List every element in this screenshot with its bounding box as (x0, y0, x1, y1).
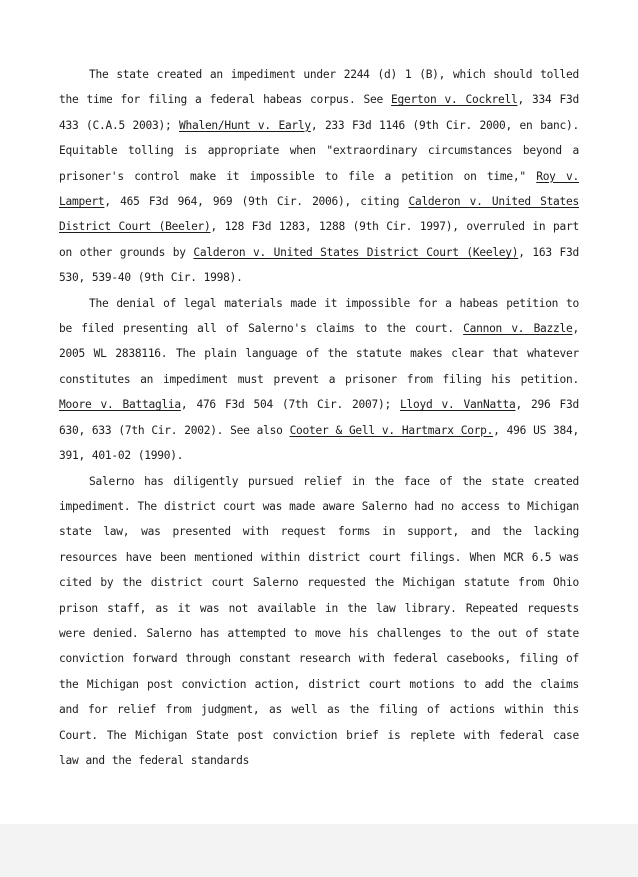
paragraph-3: Salerno has diligently pursued relief in the face of the state created impediment. The district court was made aware Salerno had no access to Michigan state law, was presented with request forms in support, and the lacking resources have been mentioned within district court filings. When MCR 6.5 was cited by the district court Salerno requested the Michigan statute from Ohio prison staff, as it was not available in the law library. Repeated requests were denied. Salerno has attempted to move his challenges to the out of state conviction forward through constant research with federal casebooks, filing of the Michigan post conviction action, district court motions to add the claims and for relief from judgment, as well as the filing of actions within this Court. The Michigan State post conviction brief is replete with federal case law and the federal standards (59, 474, 579, 767)
text-run: , 465 F3d 964, 969 (9th Cir. 2006), citing (104, 195, 409, 209)
text-run: , 128 F3d 1283, 1288 (9th Cir. 1997), overruled in part on other grounds by (59, 220, 580, 259)
case-citation: Whalen/Hunt v. Early (179, 118, 311, 132)
text-run: , 496 US 384, 391, 401-02 (1990). (59, 423, 579, 463)
text-run: , 233 F3d 1146 (9th Cir. 2000, en banc). Equitable tolling is appropriate when "extraordinary circumstances beyond a prisoner's control make it impossible to file a petition on time," (59, 118, 579, 183)
case-citation: Roy v. Lampert (59, 169, 579, 209)
case-citation: Cannon v. Bazzle (463, 322, 573, 336)
text-run: The denial of legal materials made it impossible for a habeas petition to be filed presenting all of Salerno's claims to the court. (59, 296, 579, 336)
text-run: , 296 F3d 630, 633 (7th Cir. 2002). See also (59, 398, 579, 437)
document-body (59, 62, 579, 773)
case-citation: Moore v. Battaglia (59, 398, 181, 412)
paragraph-2 (59, 291, 579, 469)
text-run: The state created an impediment under 2244 (d) 1 (B), which should tolled the time for filing a federal habeas corpus. See (59, 68, 579, 107)
case-citation: Lloyd v. VanNatta (400, 398, 516, 412)
paragraph-1 (59, 62, 579, 291)
text-run: , 476 F3d 504 (7th Cir. 2007); (180, 398, 401, 412)
case-citation: Calderon v. United States District Court (Beeler) (59, 195, 579, 234)
case-citation: Egerton v. Cockrell (391, 93, 518, 107)
text-run: , 163 F3d 530, 539-40 (9th Cir. 1998). (59, 245, 579, 285)
case-citation: Cooter & Gell v. Hartmarx Corp. (289, 423, 494, 437)
case-citation: Calderon v. United States District Court (Keeley) (193, 245, 519, 259)
text-run: , 2005 WL 2838116. The plain language of the statute makes clear that whatever constitutes an impediment must prevent a prisoner from filing his petition. (59, 322, 579, 386)
text-run: , 334 F3d 433 (C.A.5 2003); (59, 93, 579, 132)
